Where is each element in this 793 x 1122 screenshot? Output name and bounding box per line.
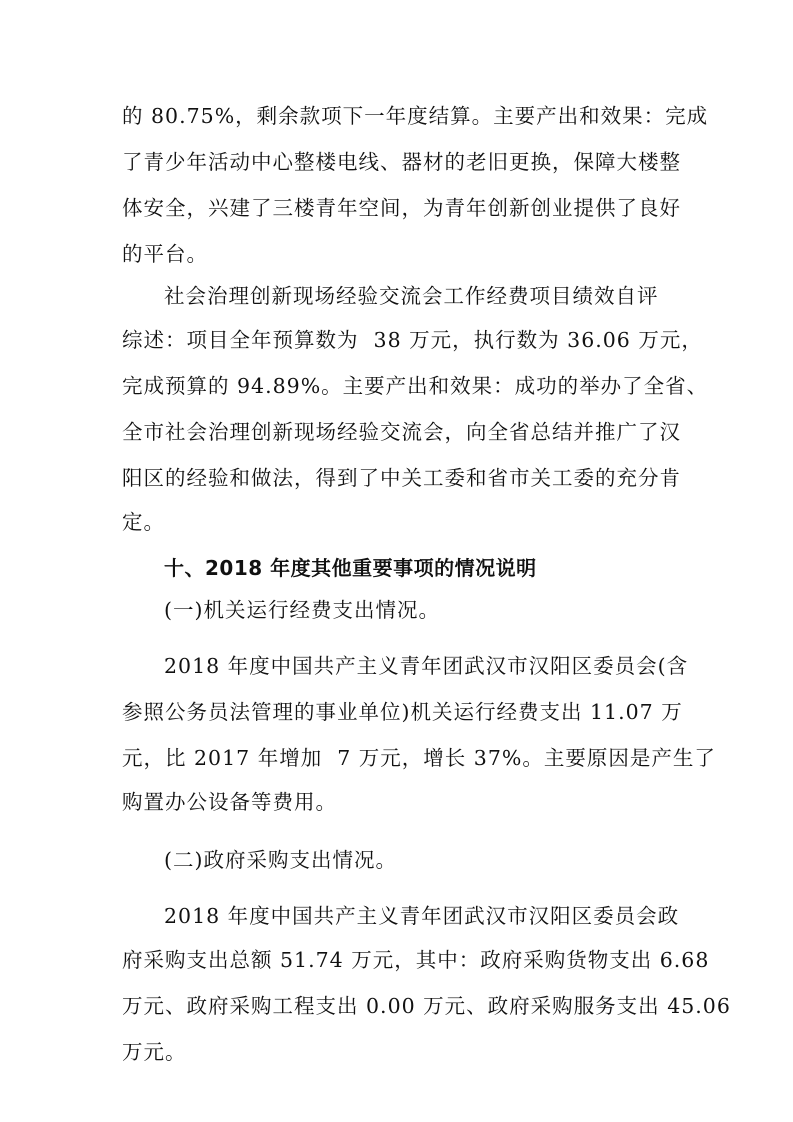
para2-line-5: 阳区的经验和做法，得到了中关工委和省市关工委的充分肯 [122, 466, 681, 490]
para2-line-2: 综述：项目全年预算数为 38 万元，执行数为 36.06 万元， [122, 328, 703, 352]
para1-line-2: 了青少年活动中心整楼电线、器材的老旧更换，保障大楼整 [122, 150, 681, 174]
para2-line-4: 全市社会治理创新现场经验交流会，向全省总结并推广了汉 [122, 420, 681, 444]
sub2-line-4: 万元。 [122, 1040, 187, 1064]
sub2-line-3: 万元、政府采购工程支出 0.00 万元、政府采购服务支出 45.06 [122, 994, 731, 1018]
para1-line-3: 体安全，兴建了三楼青年空间，为青年创新创业提供了良好 [122, 196, 681, 220]
sub2-line-2: 府采购支出总额 51.74 万元，其中：政府采购货物支出 6.68 [122, 948, 710, 972]
subsection-1-title: (一)机关运行经费支出情况。 [164, 598, 440, 622]
para2-line-6: 定。 [122, 510, 165, 534]
section-heading: 十、2018 年度其他重要事项的情况说明 [164, 556, 537, 580]
para1-line-1: 的 80.75%，剩余款项下一年度结算。主要产出和效果：完成 [122, 104, 709, 128]
para2-line-1: 社会治理创新现场经验交流会工作经费项目绩效自评 [164, 284, 659, 308]
sub1-line-4: 购置办公设备等费用。 [122, 790, 337, 814]
subsection-2-title: (二)政府采购支出情况。 [164, 848, 397, 872]
para2-line-3: 完成预算的 94.89%。主要产出和效果：成功的举办了全省、 [122, 374, 709, 398]
sub2-line-1: 2018 年度中国共产主义青年团武汉市汉阳区委员会政 [164, 904, 680, 928]
sub1-line-1: 2018 年度中国共产主义青年团武汉市汉阳区委员会(含 [164, 654, 689, 678]
sub1-line-2: 参照公务员法管理的事业单位)机关运行经费支出 11.07 万 [122, 700, 683, 724]
para1-line-4: 的平台。 [122, 242, 208, 266]
sub1-line-3: 元，比 2017 年增加 7 万元，增长 37%。主要原因是产生了 [122, 746, 716, 770]
